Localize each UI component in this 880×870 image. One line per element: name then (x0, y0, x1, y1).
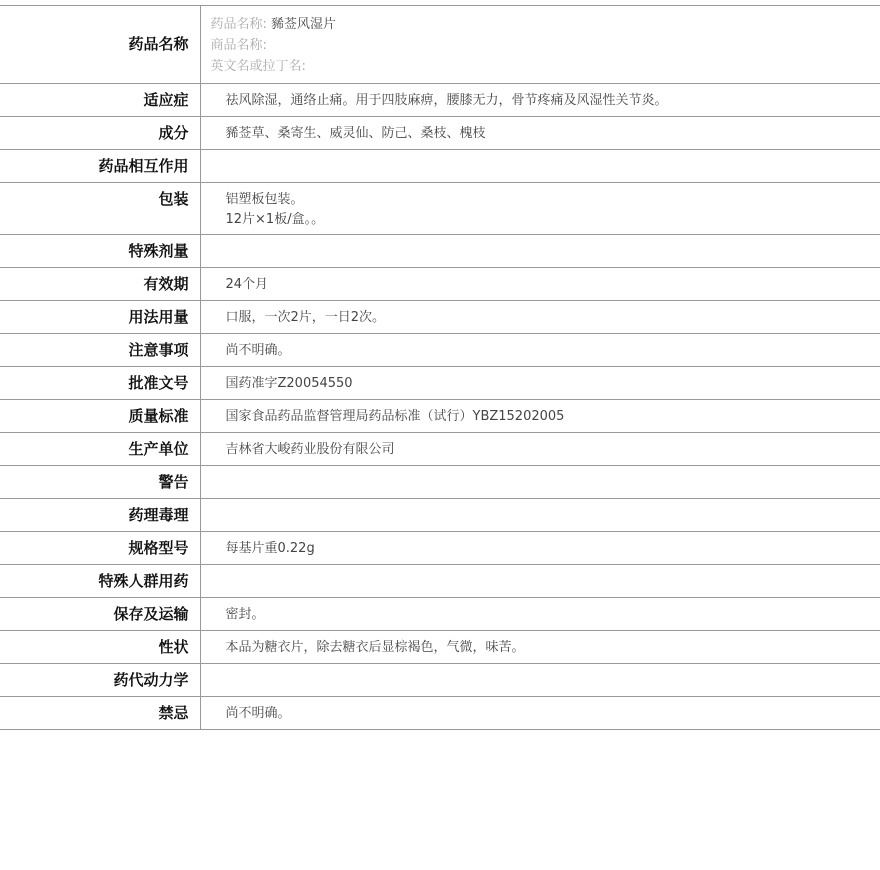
row-label: 特殊剂量 (0, 235, 200, 268)
row-value (200, 150, 880, 183)
row-label: 禁忌 (0, 697, 200, 730)
row-label: 有效期 (0, 268, 200, 301)
row-label: 包装 (0, 183, 200, 235)
row-value: 尚不明确。 (200, 697, 880, 730)
english-name-label: 英文名或拉丁名: (210, 59, 306, 74)
table-row-contraindications (0, 697, 880, 730)
row-label: 生产单位 (0, 433, 200, 466)
table-row-interactions (0, 150, 880, 183)
table-row-ingredients (0, 117, 880, 150)
table-row-precautions (0, 334, 880, 367)
row-label: 特殊人群用药 (0, 565, 200, 598)
row-label: 药代动力学 (0, 664, 200, 697)
table-row-shelf-life (0, 268, 880, 301)
table-row-indications (0, 84, 880, 117)
row-label: 规格型号 (0, 532, 200, 565)
drug-name-cell (200, 6, 880, 84)
row-value: 本品为糖衣片，除去糖衣后显棕褐色，气微，味苦。 (200, 631, 880, 664)
row-label: 批准文号 (0, 367, 200, 400)
row-label: 性状 (0, 631, 200, 664)
drug-spec-table (0, 5, 880, 730)
drug-name-row (0, 6, 880, 84)
generic-name-line (211, 14, 880, 35)
table-row-storage (0, 598, 880, 631)
generic-name-label: 药品名称: (210, 17, 267, 32)
row-value: 国家食品药品监督管理局药品标准（试行）YBZ15202005 (200, 400, 880, 433)
row-value (200, 235, 880, 268)
row-label: 成分 (0, 117, 200, 150)
row-value (200, 664, 880, 697)
row-label: 质量标准 (0, 400, 200, 433)
row-value: 祛风除湿，通络止痛。用于四肢麻痹，腰膝无力，骨节疼痛及风湿性关节炎。 (200, 84, 880, 117)
row-label-drug-name: 药品名称 (0, 6, 200, 84)
row-label: 药品相互作用 (0, 150, 200, 183)
row-value (200, 565, 880, 598)
table-row-manufacturer (0, 433, 880, 466)
row-value: 24个月 (200, 268, 880, 301)
row-label: 保存及运输 (0, 598, 200, 631)
packaging-cell (200, 183, 880, 235)
generic-name-value: 豨莶风湿片 (271, 17, 337, 32)
packaging-line: 12片×1板/盒。。 (225, 212, 325, 227)
row-label: 警告 (0, 466, 200, 499)
row-value: 豨莶草、桑寄生、威灵仙、防己、桑枝、槐枝 (200, 117, 880, 150)
table-row-dosage (0, 301, 880, 334)
trade-name-label: 商品名称: (210, 38, 267, 53)
row-label: 注意事项 (0, 334, 200, 367)
table-row-pharmacology (0, 499, 880, 532)
table-row-approval-number (0, 367, 880, 400)
row-label: 用法用量 (0, 301, 200, 334)
row-value: 吉林省大峻药业股份有限公司 (200, 433, 880, 466)
row-value (200, 499, 880, 532)
table-row-specification (0, 532, 880, 565)
packaging-line: 铝塑板包装。 (225, 192, 304, 207)
row-label: 适应症 (0, 84, 200, 117)
row-value (200, 466, 880, 499)
table-row-quality-standard (0, 400, 880, 433)
table-row-pharmacokinetics (0, 664, 880, 697)
table-row-special-populations (0, 565, 880, 598)
table-row-special-dosage (0, 235, 880, 268)
row-value: 口服，一次2片，一日2次。 (200, 301, 880, 334)
row-value: 尚不明确。 (200, 334, 880, 367)
table-row-packaging (0, 183, 880, 235)
row-label: 药理毒理 (0, 499, 200, 532)
row-value: 密封。 (200, 598, 880, 631)
row-value: 每基片重0.22g (200, 532, 880, 565)
row-value: 国药准字Z20054550 (200, 367, 880, 400)
table-row-description (0, 631, 880, 664)
table-row-warnings (0, 466, 880, 499)
